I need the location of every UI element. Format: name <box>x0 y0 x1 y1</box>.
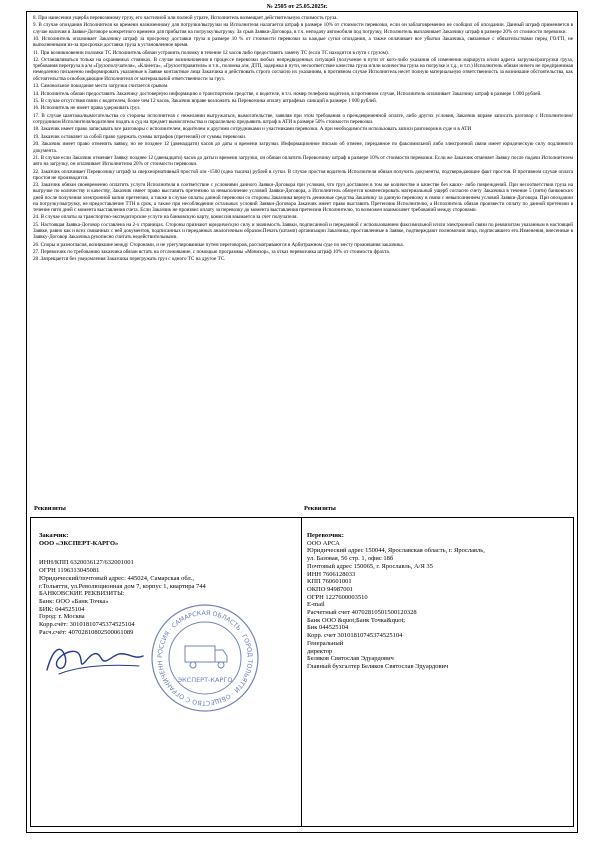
clause-item: 11. При возникновении поломки ТС Исполнитель обязан устранить поломку в течение 12 часов либо предоставить замену ТС (если ТС находится в пути с грузом). <box>33 49 389 56</box>
clause-item: 19. Заказчик оставляет за собой право удержать суммы штрафов (претензий) от суммы перевозки. <box>33 133 247 140</box>
carrier-detail-line: ООО АРСА <box>307 539 340 547</box>
clause-item: 9. В случае опоздания Исполнителя ко времени назначенному для погрузки/выгрузки на Исполнителя налагается штраф в размере 10% от стоимости перевозки, если он заблаговременно не сообщил об опоздании. Данный штраф применяется в случае наличия в Заявке-Договоре конкретного времени для прибытия на погрузку/выгрузку. За срыв Заявки-Договора, в т.ч. неподачу автомобиля под погрузку, Исполнитель выплачивает Заказчику штраф в размере 20% от стоимости перевозки. <box>33 22 573 35</box>
carrier-detail-line: Банк ООО &quot;Банк Точка&quot; <box>307 616 406 624</box>
carrier-detail-line: ИНН 7606128033 <box>307 570 356 578</box>
customer-detail-line: ОГРН 1196313045081 <box>39 567 100 575</box>
clause-item: 26. Споры и разногласия, возникшие между Сторонами, и не урегулированные путем переговоров, рассматриваются в Арбитражном суде по месту проживания заказчика. <box>33 241 404 248</box>
carrier-label: Перевозчик: <box>307 532 344 539</box>
customer-detail-line: Корр.счёт: 30101810745374525104 <box>39 621 135 629</box>
clause-item: 24. В случае оплаты за транспортно-экспедиторские услуги на банковскую карту, комиссия взымается за счет получателя. <box>33 214 298 221</box>
carrier-detail-line: КПП 760601001 <box>307 578 352 586</box>
clause-item: 28 .Запрещается без уведомления Заказчика перегружать груз с одного ТС на другое ТС. <box>33 256 226 263</box>
clause-item: 18. Заказчик имеет право записывать все разговоры с исполнителем, водителем и другими сотрудниками и участниками перевозки. А при необходимости использовать запиcи разговоров в суде и в АТИ <box>33 126 472 133</box>
carrier-detail-line: Беляков Святослав Эдуардович <box>307 655 394 663</box>
clause-item: 14. Исполнитель обязан предоставить Заказчику достоверную информацию о транспортном средстве, о водителе, в т.ч. номер телефона водителя, в противном случае, Исполнитель оплачивает Заказчику штраф в размере 1 000 рублей. <box>33 90 542 97</box>
carrier-detail-line: Бик 044525104 <box>307 624 349 632</box>
clause-item: 25. Настоящая Заявка-Договор составлена на 2-х страницах. Стороны признают юридическую силу и значимость Заявки, подписанной и переданной с использованием факсимильной и/или электронной связи по реквизитам указанным в настоящей Заявке, равно как и всех связанных с ней документов, подписанных и переданных аналогичным образом.Печать (штамп) организации Заказчика, проставленные в Заявке, подтверждают полномочия лица, подписавшего его.Изменения, внесенные в Заявку-Договор Заказчика рукописно считать недействительными. <box>33 221 573 241</box>
carrier-details <box>307 540 569 671</box>
carrier-detail-line: ул. Базовая, 56 стр. 1, офис 18б <box>307 555 394 563</box>
clause-item: 20. Заказчик имеет право отменить заявку, но не позднее 12 (двенадцати) часов до даты и времени загрузки. Информационное письмо об отмене, переданное по факсимильной либо электронной связи имеет юридическую силу подлинного документа. <box>33 141 573 154</box>
contract-clauses <box>33 15 573 264</box>
carrier-detail-line: Главный бухгалтер Беляков Святослав Эдуардович <box>307 662 449 670</box>
requisites-table <box>30 517 574 827</box>
requisites-title-left: Реквизиты <box>34 505 66 512</box>
clause-item: 13. Самовольное покидание места загрузки считается срывом. <box>33 83 169 90</box>
carrier-detail-line: ОГРН 1227600003510 <box>307 593 368 601</box>
company-seal <box>149 602 261 719</box>
clause-item: 8. При нанесении ущерба перевозимому грузу, его частичной или полной утрате, Исполнитель возмещает действительную стоимость груза. <box>33 15 338 21</box>
customer-detail-line: Расч.счёт: 40702810802500061089 <box>39 628 134 636</box>
customer-detail-line: Банк: ООО «Банк Точка» <box>39 597 109 605</box>
clause-item: 22. Заказчик оплачивает Перевозчику штраф за сверхнормативный простой а/м -1500 (одна тысяча) рублей в сутки. В случае простоя водитель Исполнителя обязан получить документы, подтверждающие факт простоя. В противном случае оплата простоя не производится. <box>33 168 573 181</box>
customer-detail-line: Город: г. Москва <box>39 613 85 621</box>
clause-item: 16. Исполнитель не имеет права удерживать груз. <box>33 105 141 112</box>
svg-text:ЭКСПЕРТ-КАРГО: ЭКСПЕРТ-КАРГО <box>177 676 233 684</box>
customer-detail-line: г.Тольятти, ул.Революционная дом 7, корпус 1, квартира 744 <box>39 582 206 590</box>
carrier-detail-line: Генеральный <box>307 639 344 647</box>
customer-detail-line: БИК: 044525104 <box>39 605 85 613</box>
carrier-detail-line: E-mail <box>307 601 325 609</box>
customer-detail-line: ИНН/КПП 6320036127/632001001 <box>39 559 134 567</box>
carrier-detail-line: Расчетный счет 40702810501500120328 <box>307 609 417 617</box>
clause-item: 27. Перевозчик по требованию заказчика обязан встать на отслеживание, с помощью программы «Мовизор», за отказ перевозчика штраф 10% от стоимости фрахта. <box>33 248 391 255</box>
document-header: № 2505 от 25.05.2025г. <box>266 3 328 10</box>
carrier-requisites <box>307 532 569 671</box>
carrier-detail-line: Почтовый адрес 150065, г. Ярославль, А/Я 35 <box>307 562 433 570</box>
customer-detail-line: Юридический/почтовый адрес: 445024, Самарская обл., <box>39 574 195 582</box>
clause-item: 23. Заказчик обязан своевременно оплатить услуги Исполнителя в соответствие с условиями данного Заявки-Договора при условии, что груз доставлен в том же количестве и качестве без каких- либо повреждений. При несоответствии груза на выгрузке по количеству и качеству, Заказчик имеет право выставить претензию за невыполнение условий Заявки-Договора, а Исполнитель обязуется компенсировать материальный ущерб согласно счету Заказчика в течение 5 (пяти) банковских дней после получения электронной копии претензии, а также в случае оплаты данной перевозки со стороны Заказчика вернуть денежные средства Заказчику за данную перевозку в связи с невыполнением условий Заявки-Договора. При опоздании на погрузку/выгрузку, не предоставление ТТН в срок, а также при несоблюдении остальных условий Заявки-Договора Заказчик имеет право выставить Претензию Исполнителю, а Исполнитель обязан произвести оплату по данной претензии в течение пяти дней с момента выставления счета. Если Заказчик не произвел оплату за перевозку до момента выставления претензии Исполнителю, то возможен взаимозачет требований между сторонами. <box>33 182 573 213</box>
requisites-title-right: Реквизиты <box>304 505 336 512</box>
carrier-detail-line: директор <box>307 647 333 655</box>
clause-item: 17. В случае шантажа/вымогательства со стороны исполнителя с нежелании выгружаться, вымогательстве, заявляя при этом требования о преждевременной оплате, либо других условия, Заказчик вправе записать разговор с Исполнителем/сотрудником Исполнителя/водителем подать в суд на предмет вымогательства и параллельно предъявить штраф в АТИ в размере 50% стоимости перевозки. <box>33 112 573 126</box>
clause-item: 10. Исполнитель оплачивает Заказчику штраф за просрочку доставки груза в размере 10 % от стоимости перевозки за каждые сутки опоздания, а также оплачивает все убытки Заказчика, связанные с обязательствами перед ГО/ГП, не выполненными из-за просрочки доставки груза в установленное время. <box>33 36 573 49</box>
carrier-detail-line: Юридический адрес 150044, Ярославская область, г. Ярославль, <box>307 547 485 555</box>
customer-detail-line: БАНКОВСКИЕ РЕКВИЗИТЫ: <box>39 590 125 598</box>
customer-signature <box>39 636 149 685</box>
customer-label: Заказчик: <box>39 532 69 539</box>
customer-name: ООО «ЭКСПЕРТ-КАРГО» <box>39 539 119 547</box>
svg-text:РОССИЯ · САМАРСКАЯ ОБЛАСТЬ · Г: РОССИЯ · САМАРСКАЯ ОБЛАСТЬ · ГОРОД ТОЛЬЯТТИ · ОБЩЕСТВО С ОГРАНИЧЕНН <box>156 609 254 707</box>
carrier-detail-line: Корр. счет 30101810745374525104 <box>307 632 403 640</box>
carrier-detail-line: ОКПО 94987001 <box>307 585 354 593</box>
clause-item: 21. В случае если Заказчик отменяет Заявку позднее 12 (двенадцати) часов до даты и времени загрузки, он обязан оплатить Перевозчику штраф в размере 10% от стоимости перевозки. Если же Заказчик отменяет Заявку после подачи Исполнителем авто на загрузку, он оплачивает Исполнителю 20% от стоимости перевозки. <box>33 154 573 168</box>
column-divider <box>301 518 302 826</box>
clause-item: 12. Останавливаться только на охраняемых стоянках. В случае возникновения в процессе перевозки любых непредвиденных ситуаций (получение в пути от кого-либо указания об изменении маршрута и/или адреса загрузки/разгрузки груза, требования перегруза в а/м «Грузополучателя», «Клиента», «Грузоотправителя» и т.п., поломка а/м, ДТП, задержка в пути, несоответствие качества груза и/или количества груза на погрузке и т.д., и т.п.) Исполнитель обязан ничего не предпринимая немедленно письменно информировать указанные в Заявке контактные лица Заказчика и действовать строго согласно их указаниям, в противном случае Исполнитель несет полную материальную ответственность за возникшие обстоятельства, как обстоятельства освобождающие Исполнителя от материальной ответственности за груз. <box>33 57 573 82</box>
clause-item: 15. В случае отсутствия связи с водителем, более чем 12 часов, Заказчик вправе возложить на Перевозчика оплату штрафных санкций в размере 1 000 рублей. <box>33 97 378 104</box>
